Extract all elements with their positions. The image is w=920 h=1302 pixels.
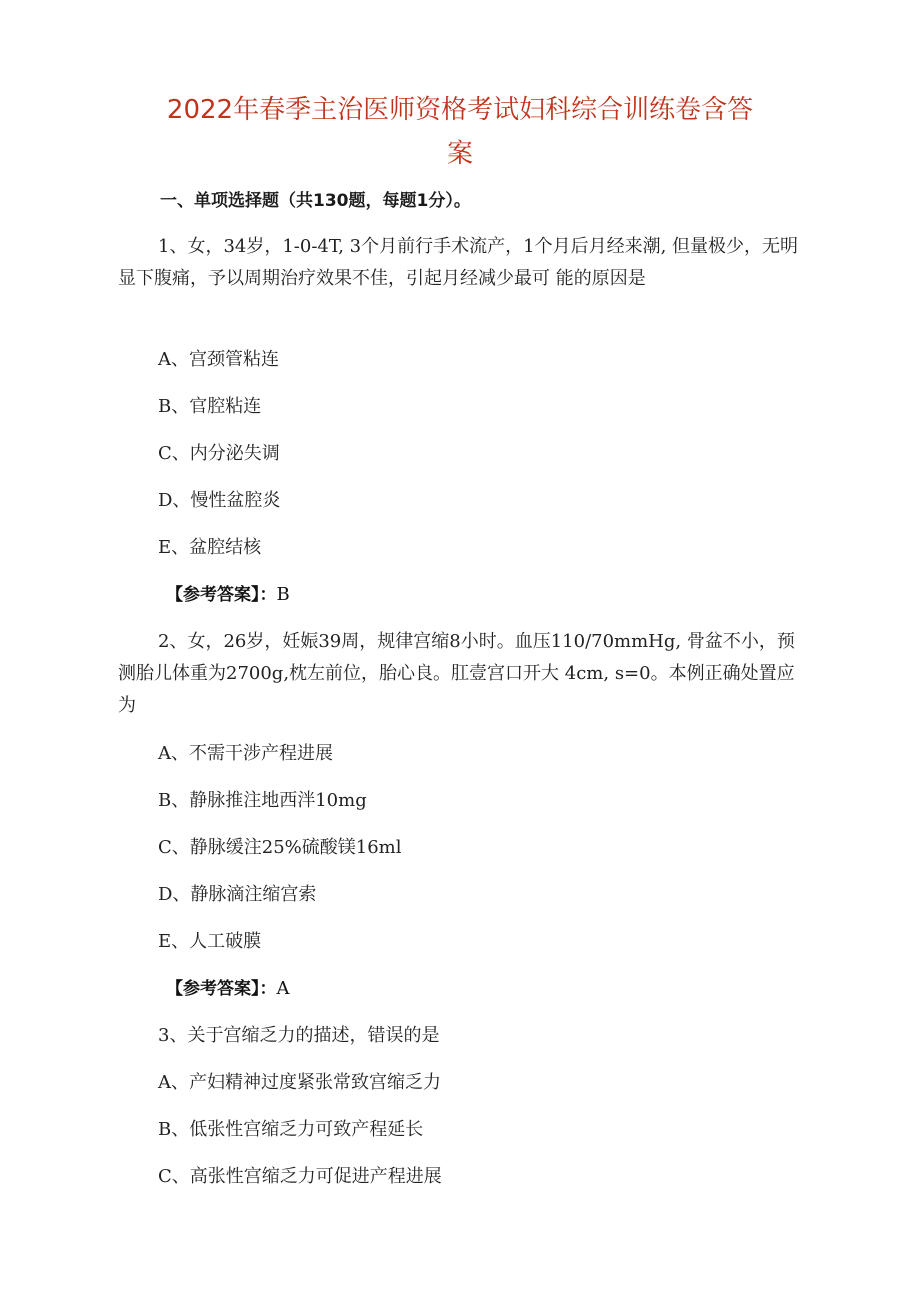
q2-answer — [166, 976, 290, 1002]
q2-option-e: E、人工破膜 — [158, 931, 262, 952]
q1-option-e: E、盆腔结核 — [158, 537, 262, 558]
q2-option-b: B、静脉推注地西泮10mg — [158, 790, 367, 811]
q1-answer-value: B — [276, 584, 290, 605]
q2-option-d: D、静脉滴注缩宫索 — [158, 884, 317, 905]
title-line-1: 2022年春季主治医师资格考试妇科综合训练卷含答 — [166, 95, 754, 125]
q3-option-a: A、产妇精神过度紧张常致宫缩乏力 — [158, 1072, 441, 1093]
q2-answer-label: 【参考答案】： — [166, 979, 277, 999]
q1-option-b: B、官腔粘连 — [158, 396, 262, 417]
question-2-stem-text: 2、女，26岁，妊娠39周，规律宫缩8小时。血压110/70mmHg, 骨盆不小，预测胎儿体重为2700g,枕左前位，胎心良。肛壹宫口开大 4cm, s=0。本例正确处置应为 — [118, 631, 795, 716]
q1-option-d: D、慢性盆腔炎 — [158, 490, 281, 511]
section-heading: 一、单项选择题（共130题，每题1分）。 — [160, 191, 471, 211]
q3-option-b: B、低张性宫缩乏力可致产程延长 — [158, 1119, 424, 1140]
question-1-stem — [118, 231, 808, 295]
q1-option-a: A、宫颈管粘连 — [158, 349, 279, 370]
q1-answer — [166, 582, 290, 608]
document-title — [0, 88, 920, 176]
q3-option-c: C、高张性宫缩乏力可促进产程进展 — [158, 1166, 442, 1187]
title-line-2: 案 — [446, 139, 473, 169]
question-2-stem — [118, 626, 808, 722]
q2-option-a: A、不需干涉产程进展 — [158, 743, 333, 764]
q1-answer-label: 【参考答案】： — [166, 585, 277, 605]
q2-option-c: C、静脉缓注25%硫酸镁16ml — [158, 837, 402, 858]
q2-answer-value: A — [276, 978, 290, 999]
q1-option-c: C、内分泌失调 — [158, 443, 280, 464]
question-1-stem-text: 1、女，34岁，1-0-4T, 3个月前行手术流产，1个月后月经来潮, 但量极少，无明显下腹痛，予以周期治疗效果不佳，引起月经减少最可 能的原因是 — [118, 236, 799, 289]
question-3-stem: 3、关于宫缩乏力的描述，错误的是 — [158, 1025, 440, 1046]
